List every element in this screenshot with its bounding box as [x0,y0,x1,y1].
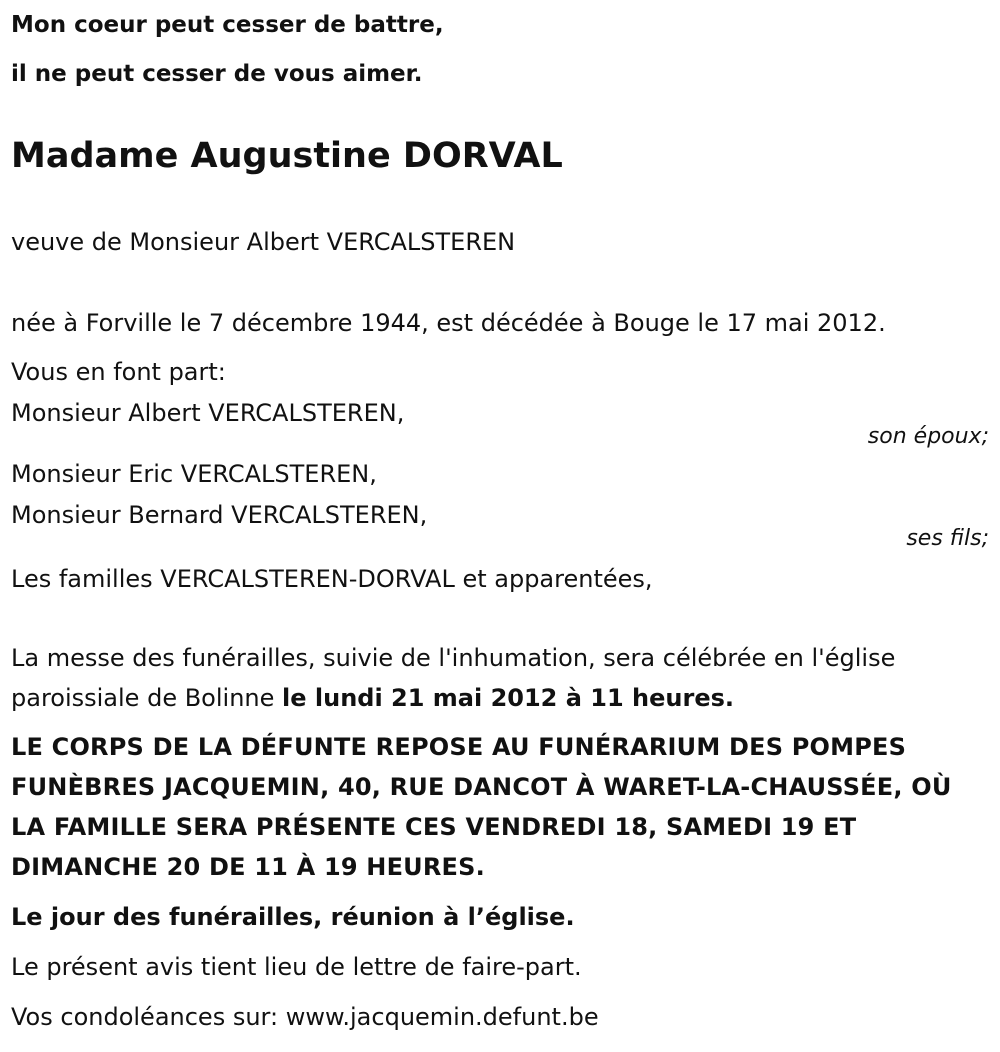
deceased-name: Madame Augustine DORVAL [11,136,563,176]
announcers-intro: Vous en font part: [11,358,226,386]
repose-line-3: LA FAMILLE SERA PRÉSENTE CES VENDREDI 18, SAMEDI 19 ET [11,813,857,841]
families: Les familles VERCALSTEREN-DORVAL et apparentées, [11,565,653,593]
son-1-name: Monsieur Eric VERCALSTEREN, [11,460,377,488]
mass-datetime: le lundi 21 mai 2012 à 11 heures. [282,684,734,712]
mass-line-2 [11,683,734,713]
condolences-text: Vos condoléances sur: www.jacquemin.defunt.be [11,1003,599,1031]
widow-of: veuve de Monsieur Albert VERCALSTEREN [11,228,516,256]
meeting-note: Le jour des funérailles, réunion à l’église. [11,903,575,931]
repose-line-2: FUNÈBRES JACQUEMIN, 40, RUE DANCOT À WARET-LA-CHAUSSÉE, OÙ [11,773,952,801]
sons-relation: ses fils; [906,526,989,551]
repose-line-4: DIMANCHE 20 DE 11 À 19 HEURES. [11,853,485,881]
notice-text: Le présent avis tient lieu de lettre de faire-part. [11,953,582,981]
motto-line-1: Mon coeur peut cesser de battre, [11,12,444,38]
mass-location: paroissiale de Bolinne [11,684,283,712]
motto-line-2: il ne peut cesser de vous aimer. [11,61,423,87]
mass-line-1: La messe des funérailles, suivie de l'inhumation, sera célébrée en l'église [11,644,896,672]
birth-death: née à Forville le 7 décembre 1944, est décédée à Bouge le 17 mai 2012. [11,309,886,337]
son-2-name: Monsieur Bernard VERCALSTEREN, [11,501,428,529]
repose-line-1: LE CORPS DE LA DÉFUNTE REPOSE AU FUNÉRARIUM DES POMPES [11,733,907,761]
spouse-name: Monsieur Albert VERCALSTEREN, [11,399,405,427]
spouse-relation: son époux; [867,424,989,449]
